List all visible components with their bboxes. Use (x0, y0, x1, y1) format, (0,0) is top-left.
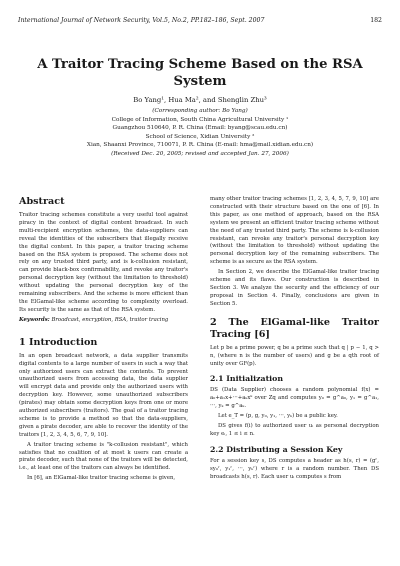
paragraph: DS gives f(i) to authorized user uᵢ as personal decryption key eᵢ, 1 ≤ i ≤ n. (210, 423, 379, 437)
left-column (19, 196, 188, 485)
paragraph: In Section 2, we describe the ElGamal-like traitor tracing scheme and its flaws. Our construction is described in Section 3. We analyze the security and the efficiency of our proposal in Section 4. Finally, conclusions are given in Section 5. (210, 269, 379, 307)
affiliation-line: School of Science, Xidian University ² (145, 133, 255, 140)
page-number: 182 (370, 17, 382, 24)
corresponding-author: (Corresponding author: Bo Yang) (152, 108, 248, 114)
keywords-text: Broadcast, encryption, RSA, traitor tracing (51, 316, 169, 323)
section-heading: 2 The ElGamal-like Traitor Tracing [6] (210, 316, 379, 340)
affiliation-block (20, 107, 380, 159)
keywords-label: Keywords: (19, 316, 50, 323)
received-dates: (Received Dec. 20, 2005; revised and accepted Jan. 27, 2006) (111, 150, 289, 157)
paragraph: Let p be a prime power, q be a prime such that q | p − 1, q > n, (where n is the number of users) and g be a qth root of unity over GF(p). (210, 344, 379, 367)
paragraph: A traitor tracing scheme is "k-collusion resistant", which satisfies that no coalition of at most k users can create a pirate decoder, such that none of the traitors will be detected, i.e., at least one of the traitors can always be identified. (19, 441, 188, 472)
paragraph: For a session key s, DS computes a header as h(s, r) = (gʳ, sy₀ʳ, y₁ʳ, ···, yₖʳ) where r is a random number. Then DS broadcasts h(s, r). Each user uᵢ computes s from (210, 457, 379, 480)
right-column (210, 196, 379, 484)
subsection-heading: 2.2 Distributing a Session Key (210, 444, 343, 454)
subsection-heading: 2.1 Initialization (210, 374, 284, 384)
author-list: Bo Yang¹, Hua Ma², and Shenglin Zhu³ (133, 96, 267, 104)
paper-title: A Traitor Tracing Scheme Based on the RSA System (37, 57, 363, 89)
paragraph: DS (Data Supplier) chooses a random polynomial f(x) = a₀+a₁x+···+aₖxᵏ over Zq and computes y₀ = g^a₀, y₁ = g^a₁, ···, yₖ = g^aₖ. (210, 387, 379, 410)
abstract-heading: Abstract (19, 196, 65, 207)
paragraph: Let e_T = (p, g, y₀, y₁, ···, yₖ) be a public key. (218, 413, 338, 420)
affiliation-line: Xian, Shaanxi Province, 710071, P. R. China (E-mail: hma@mail.xidian.edu.cn) (86, 142, 314, 149)
journal-info: International Journal of Network Security, Vol.5, No.2, PP.182–186, Sept. 2007 (18, 17, 265, 24)
affiliation-line: College of Information, South China Agricultural University ¹ (111, 116, 289, 123)
paragraph: In [6], an ElGamal-like traitor tracing scheme is given, (27, 475, 176, 482)
running-header (18, 17, 382, 29)
section-heading: 1 Introduction (19, 336, 98, 348)
paragraph: many other traitor tracing schemes [1, 2, 3, 4, 5, 7, 9, 10] are constructed with their structure based on the one of [6]. In this paper, as one method of approach, based on the RSA system we present an efficient traitor tracing scheme without the need of any trusted third party. The scheme is k-collusion resistant, can revoke any traitor's personal decryption key (without the limitation to threshold) without updating the personal decryption key of the remaining subscribers. The scheme is as secure as the RSA system. (210, 196, 379, 266)
affiliation-line: Guangzhou 510640, P. R. China (Email: byang@scau.edu.cn) (112, 125, 288, 132)
abstract-text: Traitor tracing schemes constitute a very useful tool against piracy in the context of digital content broadcast. In such multi-recipient encryption schemes, the data-suppliers can reveal the identities of the subscribers that illegally receive the digital content. In this paper, a traitor tracing scheme based on the RSA system is proposed. The scheme does not rely on any trusted third party, and is k-collusion resistant, can provide black-box confirmability, and revoke any traitor's personal decryption key (without the limitation to threshold) without updating the personal decryption key of the remaining subscribers. And the scheme is more efficient than the ElGamal-like scheme according to complexity overload. Its security is the same as that of the RSA system. (19, 212, 188, 313)
keywords-line (19, 317, 188, 325)
paragraph: In an open broadcast network, a data supplier transmits digital contents to a large number of users in such a way that only authorized users can extract the contents. To prevent unauthorized users from accessing data, the data supplier will encrypt data and provide only the authorized users with decryption key. However, some unauthorized subscribers (pirates) may obtain some decryption keys from one or more authorized subscribers (traitors). The goal of a traitor tracing scheme is to provide a method so that the data-suppliers, given a pirate decoder, are able to recover the identity of the traitors [1, 2, 3, 4, 5, 6, 7, 9, 10]. (19, 352, 188, 438)
